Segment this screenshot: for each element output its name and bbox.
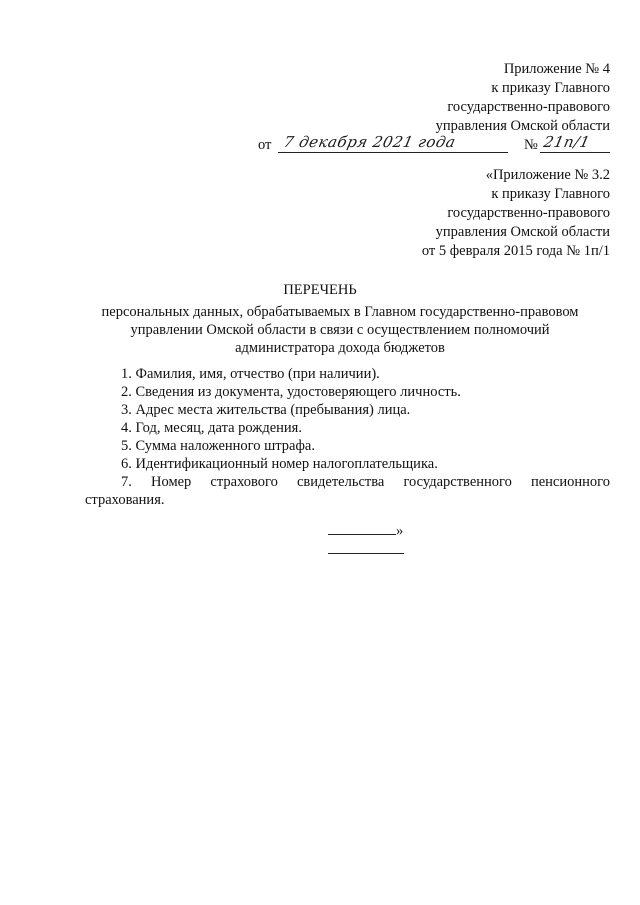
appendix-3-2-header <box>422 166 610 261</box>
closing-line-quote <box>328 522 403 540</box>
handwritten-date: 7 декабря 2021 года <box>282 133 458 151</box>
closing-quote: » <box>396 523 404 539</box>
appendix-4-line: к приказу Главного <box>491 80 610 96</box>
number-underline <box>540 152 610 153</box>
appendix-3-2-line: управления Омской области <box>435 224 610 240</box>
list-item: 4. Год, месяц, дата рождения. <box>121 420 302 436</box>
appendix-4-header <box>436 60 610 136</box>
document-title: ПЕРЕЧЕНЬ <box>283 282 357 298</box>
appendix-4-line: государственно-правового <box>447 99 610 115</box>
date-underline <box>278 152 508 153</box>
order-date-line <box>258 134 610 156</box>
list-item: 7. Номер страхового свидетельства государственного пенсионного страхования. <box>85 474 610 508</box>
number-label: № <box>524 137 538 153</box>
list-item: 3. Адрес места жительства (пребывания) лица. <box>121 402 411 418</box>
subtitle-line: управлении Омской области в связи с осуществлением полномочий <box>130 322 550 338</box>
appendix-3-2-title: «Приложение № 3.2 <box>485 167 610 183</box>
appendix-4-title: Приложение № 4 <box>503 61 610 77</box>
handwritten-number: 21п/1 <box>542 133 592 151</box>
closing-rule <box>328 522 396 535</box>
list-item: 6. Идентификационный номер налогоплательщика. <box>121 456 438 472</box>
subtitle-line: администратора дохода бюджетов <box>235 340 445 356</box>
personal-data-list <box>85 365 610 509</box>
closing-rule-bottom <box>328 543 404 554</box>
appendix-3-2-line: к приказу Главного <box>491 186 610 202</box>
list-item: 2. Сведения из документа, удостоверяющего личность. <box>121 384 461 400</box>
document-subtitle <box>70 303 610 357</box>
from-label: от <box>258 137 272 153</box>
appendix-4-line: управления Омской области <box>435 118 610 134</box>
list-item: 5. Сумма наложенного штрафа. <box>121 438 315 454</box>
list-item: 1. Фамилия, имя, отчество (при наличии). <box>121 366 380 382</box>
appendix-3-2-date: от 5 февраля 2015 года № 1п/1 <box>421 243 610 259</box>
appendix-3-2-line: государственно-правового <box>447 205 610 221</box>
subtitle-line: персональных данных, обрабатываемых в Главном государственно-правовом <box>101 304 579 320</box>
